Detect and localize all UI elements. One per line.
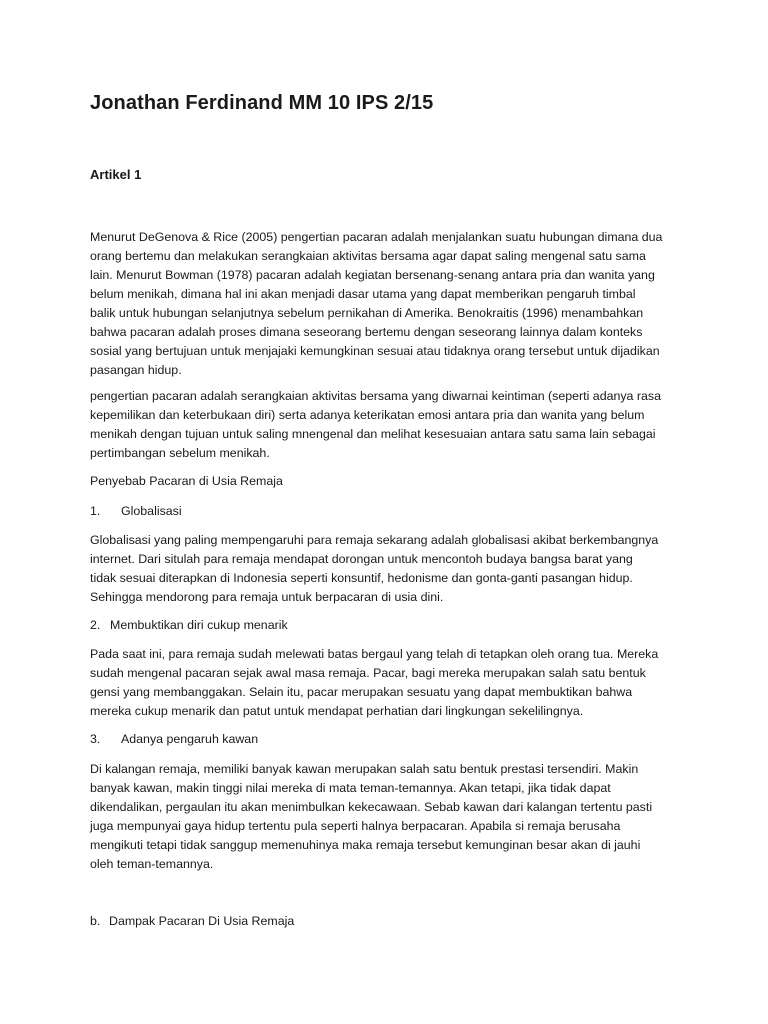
paragraph-line: Pada saat ini, para remaja sudah melewati batas bergaul yang telah di tetapkan oleh orang tua. Mereka xyxy=(90,647,659,661)
paragraph-line: internet. Dari situlah para remaja mendapat dorongan untuk mencontoh budaya bangsa barat yang xyxy=(90,552,633,566)
list-number: 1. xyxy=(90,504,101,518)
paragraph-line: mengikuti tetapi tidak sanggup memenuhinya maka remaja tersebut kemunginan besar akan di jauhi xyxy=(90,838,641,852)
list-number: 3. xyxy=(90,732,101,746)
list-title: Dampak Pacaran Di Usia Remaja xyxy=(109,914,295,928)
cause-3-paragraph xyxy=(90,760,690,874)
list-title: Adanya pengaruh kawan xyxy=(121,732,259,746)
cause-2-paragraph xyxy=(90,645,690,721)
paragraph-line: Di kalangan remaja, memiliki banyak kawan merupakan salah satu bentuk prestasi tersendiri. Makin xyxy=(90,762,639,776)
paragraph-line: kepemilikan dan keterbukaan diri) serta adanya keterikatan emosi antara pria dan wanita yang belum xyxy=(90,408,645,422)
paragraph-line: pertimbangan sebelum menikah. xyxy=(90,446,270,460)
paragraph-line: tidak sesuai diterapkan di Indonesia seperti konsuntif, hedonisme dan gonta-ganti pasangan hidup. xyxy=(90,571,633,585)
list-title: Membuktikan diri cukup menarik xyxy=(110,618,288,632)
paragraph-line: orang bertemu dan melakukan serangkaian aktivitas bersama agar dapat saling mengenal satu sama xyxy=(90,249,646,263)
paragraph-line: menikah dengan tujuan untuk saling mnengenal dan melihat kesesuaian antara satu sama lain sebagai xyxy=(90,427,656,441)
paragraph-line: belum menikah, dimana hal ini akan menjadi dasar utama yang dapat memberikan pengaruh timbal xyxy=(90,287,636,301)
cause-2-heading xyxy=(90,616,288,635)
paragraph-line: juga mempunyai gaya hidup tertentu pula seperti halnya berpacaran. Apabila si remaja berusaha xyxy=(90,819,621,833)
paragraph-line: oleh teman-temannya. xyxy=(90,857,214,871)
cause-1-paragraph xyxy=(90,531,690,607)
article-heading: Artikel 1 xyxy=(90,167,142,182)
list-letter: b. xyxy=(90,914,101,928)
paragraph-line: mereka cukup menarik dan patut untuk mendapat perhatian dari lingkungan sekelilingnya. xyxy=(90,704,584,718)
cause-3-heading xyxy=(90,730,258,749)
list-number: 2. xyxy=(90,618,101,632)
list-title: Globalisasi xyxy=(121,504,182,518)
paragraph-line: Sehingga mendorong para remaja untuk berpacaran di usia dini. xyxy=(90,590,444,604)
intro-paragraph xyxy=(90,228,690,380)
cause-1-heading xyxy=(90,502,182,521)
paragraph-line: pasangan hidup. xyxy=(90,363,182,377)
paragraph-line: gensi yang membanggakan. Selain itu, pacar merupakan sesuatu yang dapat membuktikan bahwa xyxy=(90,685,633,699)
paragraph-line: balik untuk hubungan selanjutnya sebelum pernikahan di Amerika. Benokraitis (1996) menambahkan xyxy=(90,306,644,320)
impact-heading xyxy=(90,912,294,931)
definition-paragraph xyxy=(90,387,690,463)
paragraph-line: lain. Menurut Bowman (1978) pacaran adalah kegiatan bersenang-senang antara pria dan wanita yang xyxy=(90,268,655,282)
paragraph-line: sosial yang bertujuan untuk menjajaki kemungkinan sesuai atau tidaknya orang tersebut untuk dijadikan xyxy=(90,344,660,358)
paragraph-line: bahwa pacaran adalah proses dimana seseorang bertemu dengan seseorang lainnya dalam konteks xyxy=(90,325,643,339)
paragraph-line: Menurut DeGenova & Rice (2005) pengertian pacaran adalah menjalankan suatu hubungan dimana dua xyxy=(90,230,663,244)
paragraph-line: dikendalikan, pergaulan itu akan menimbulkan kekecawaan. Sebab kawan dari kalangan tertentu pasti xyxy=(90,800,653,814)
causes-heading: Penyebab Pacaran di Usia Remaja xyxy=(90,474,283,488)
paragraph-line: Globalisasi yang paling mempengaruhi para remaja sekarang adalah globalisasi akibat berkembangnya xyxy=(90,533,659,547)
document-title: Jonathan Ferdinand MM 10 IPS 2/15 xyxy=(90,92,434,114)
paragraph-line: sudah mengenal pacaran sejak awal masa remaja. Pacar, bagi mereka merupakan salah satu bentuk xyxy=(90,666,646,680)
paragraph-line: banyak kawan, makin tinggi nilai mereka di mata teman-temannya. Akan tetapi, jika tidak dapat xyxy=(90,781,611,795)
paragraph-line: pengertian pacaran adalah serangkaian aktivitas bersama yang diwarnai keintiman (seperti adanya rasa xyxy=(90,389,661,403)
